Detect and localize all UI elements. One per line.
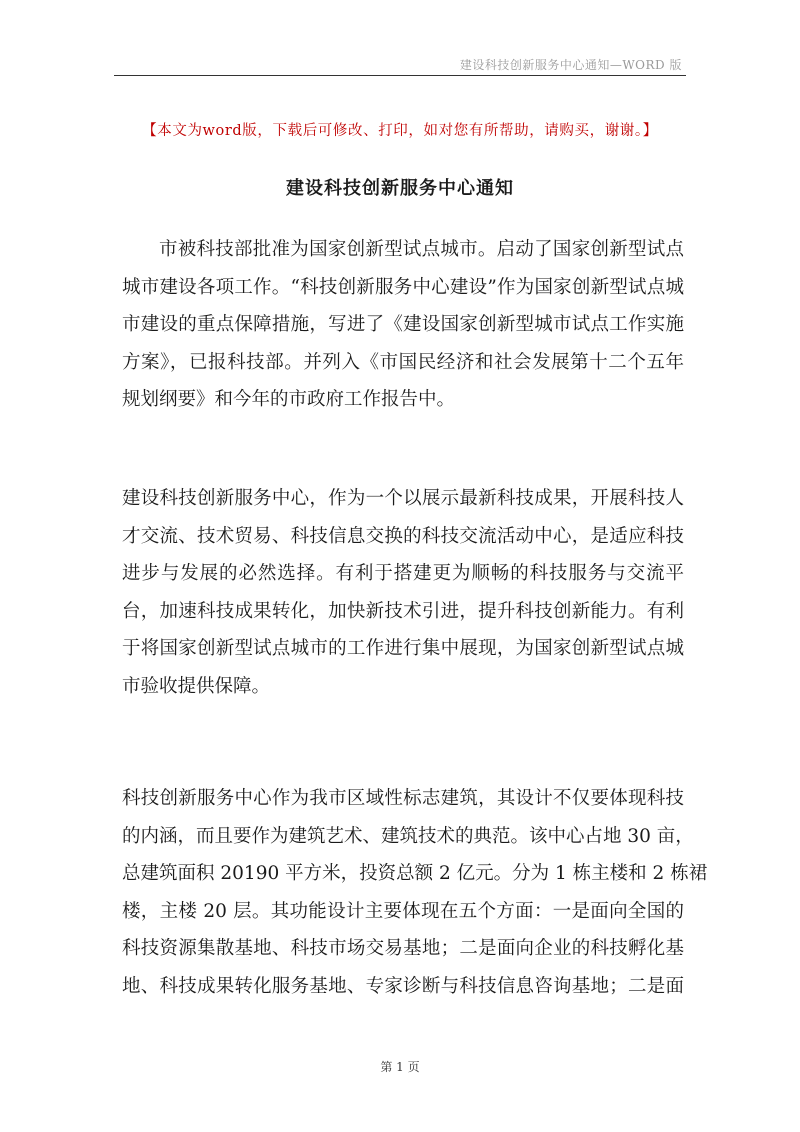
header-divider	[114, 75, 686, 76]
paragraph-line: 城市建设各项工作。“科技创新服务中心建设”作为国家创新型试点城	[122, 276, 684, 298]
download-notice: 【本文为word版，下载后可修改、打印，如对您有所帮助，请购买，谢谢。】	[142, 123, 658, 139]
paragraph-line: 市验收提供保障。	[122, 675, 271, 697]
paragraph-line: 台，加速科技成果转化，加快新技术引进，提升科技创新能力。有利	[122, 600, 684, 622]
paragraph-line: 地、科技成果转化服务基地、专家诊断与科技信息咨询基地；二是面	[122, 975, 684, 997]
paragraph-2	[122, 480, 684, 705]
paragraph-line: 市建设的重点保障措施，写进了《建设国家创新型城市试点工作实施	[122, 314, 684, 335]
paragraph-line: 建设科技创新服务中心，作为一个以展示最新科技成果，开展科技人	[122, 488, 684, 509]
paragraph-line: 规划纲要》和今年的市政府工作报告中。	[122, 389, 456, 410]
paragraph-line: 的内涵，而且要作为建筑艺术、建筑技术的典范。该中心占地 30 亩，	[122, 825, 694, 847]
running-header: 建设科技创新服务中心通知—WORD 版	[459, 58, 682, 72]
paragraph-line: 才交流、技术贸易、科技信息交换的科技交流活动中心，是适应科技	[122, 525, 684, 547]
paragraph-line: 科技创新服务中心作为我市区域性标志建筑，其设计不仅要体现科技	[122, 788, 684, 809]
paragraph-line: 于将国家创新型试点城市的工作进行集中展现，为国家创新型试点城	[122, 638, 684, 659]
paragraph-line: 市被科技部批准为国家创新型试点城市。启动了国家创新型试点	[159, 239, 684, 260]
paragraph-1	[122, 231, 684, 419]
page-number: 第 1 页	[380, 1060, 420, 1074]
paragraph-line: 科技资源集散基地、科技市场交易基地；二是面向企业的科技孵化基	[122, 938, 684, 959]
paragraph-line: 总建筑面积 20190 平方米，投资总额 2 亿元。分为 1 栋主楼和 2 栋裙	[122, 863, 708, 884]
document-title: 建设科技创新服务中心通知	[286, 178, 514, 199]
paragraph-line: 方案》，已报科技部。并列入《市国民经济和社会发展第十二个五年	[122, 351, 684, 373]
paragraph-line: 进步与发展的必然选择。有利于搭建更为顺畅的科技服务与交流平	[122, 563, 684, 584]
paragraph-line: 楼，主楼 20 层。其功能设计主要体现在五个方面：一是面向全国的	[122, 900, 684, 922]
paragraph-3	[122, 780, 708, 1005]
